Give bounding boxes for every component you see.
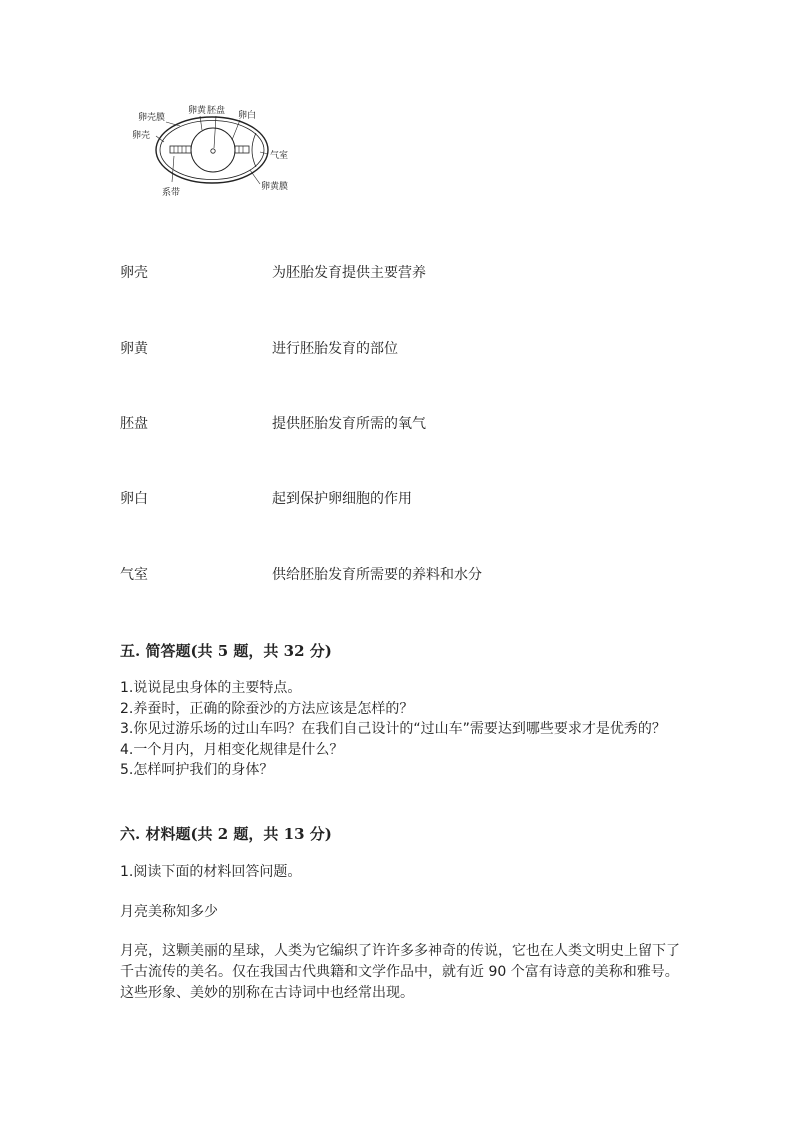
label-air-cell: 气室 bbox=[270, 151, 289, 161]
label-albumen: 卵白 bbox=[238, 111, 257, 121]
chalaza-right bbox=[235, 146, 249, 153]
match-right-item: 供给胚胎发育所需要的养料和水分 bbox=[272, 567, 482, 583]
match-right-item: 为胚胎发育提供主要营养 bbox=[272, 265, 426, 281]
section-5-title: 五. 简答题(共 5 题，共 32 分) bbox=[120, 642, 332, 660]
match-left-item: 气室 bbox=[120, 567, 148, 583]
question-item: 2.养蚕时，正确的除蚕沙的方法应该是怎样的？ bbox=[120, 700, 414, 717]
question-item: 3.你见过游乐场的过山车吗？在我们自己设计的“过山车”需要达到哪些要求才是优秀的？ bbox=[120, 721, 666, 737]
short-answer-questions bbox=[120, 678, 680, 781]
question-item: 4.一个月内，月相变化规律是什么？ bbox=[120, 741, 344, 758]
air-cell-outline bbox=[252, 133, 256, 167]
label-yolk: 卵黄 bbox=[188, 106, 207, 116]
material-question-1: 1.阅读下面的材料回答问题。 bbox=[120, 864, 302, 880]
label-shell: 卵壳 bbox=[132, 131, 151, 141]
label-yolk-membrane: 卵黄膜 bbox=[261, 182, 289, 192]
chalaza-left bbox=[170, 146, 191, 153]
label-shell-membrane: 卵壳膜 bbox=[138, 113, 166, 123]
material-text: 月亮，这颗美丽的星球，人类为它编织了许许多多神奇的传说，它也在人类文明史上留下了千古流传的美名。仅在我国古代典籍和文学作品中，就有近 90 个富有诗意的美称和雅号。这些形象、美妙的别称在古诗词中也经常出现。 bbox=[120, 943, 680, 1001]
egg-diagram-svg bbox=[128, 100, 318, 200]
match-left-item: 卵黄 bbox=[120, 341, 148, 357]
question-item: 1.说说昆虫身体的主要特点。 bbox=[120, 680, 302, 696]
question-item: 5.怎样呵护我们的身体？ bbox=[120, 762, 274, 778]
match-left-item: 卵壳 bbox=[120, 265, 148, 281]
match-left-item: 胚盘 bbox=[120, 416, 148, 432]
match-left-item: 卵白 bbox=[120, 491, 148, 507]
egg-structure-diagram bbox=[128, 100, 318, 200]
label-chalaza: 系带 bbox=[162, 188, 181, 198]
material-title: 月亮美称知多少 bbox=[120, 904, 218, 920]
match-right-item: 提供胚胎发育所需的氧气 bbox=[272, 416, 426, 432]
yolk-circle bbox=[191, 128, 235, 172]
match-right-item: 起到保护卵细胞的作用 bbox=[272, 491, 412, 507]
label-embryo-disc: 胚盘 bbox=[207, 106, 226, 116]
section-6-title: 六. 材料题(共 2 题，共 13 分) bbox=[120, 825, 332, 843]
match-right-item: 进行胚胎发育的部位 bbox=[272, 341, 398, 357]
